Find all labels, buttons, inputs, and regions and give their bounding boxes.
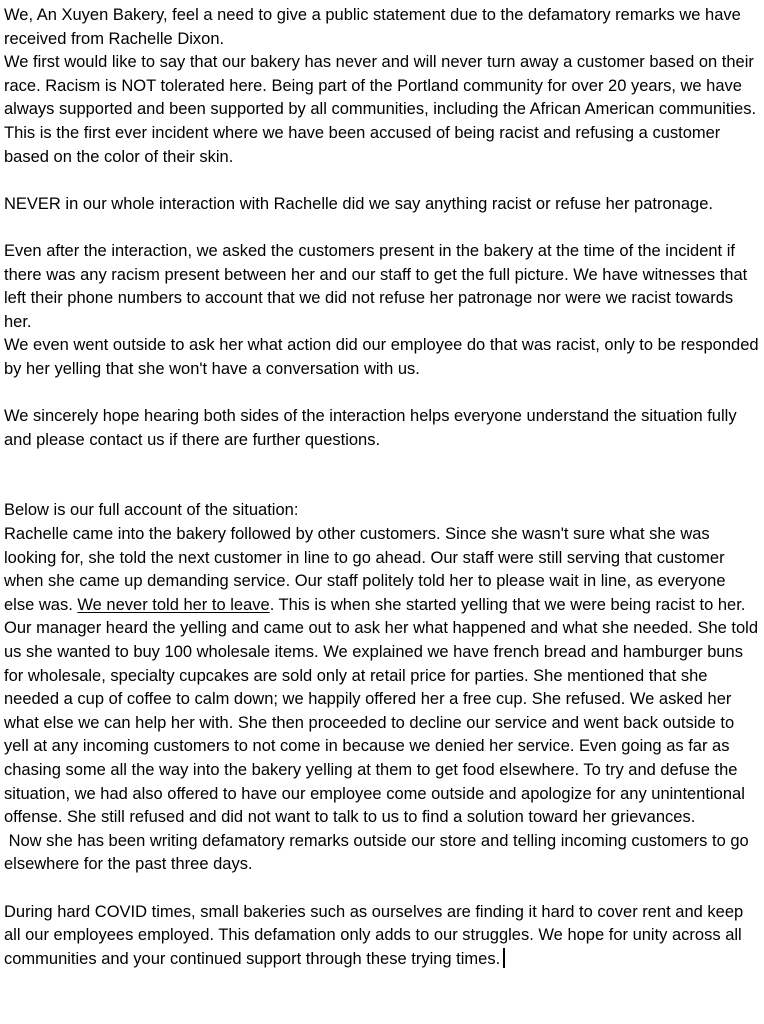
statement-race-policy: We first would like to say that our bakery has never and will never turn away a customer based on their race. Racism is NOT tolerated here. Being part of the Portland community for over 20 years, we have always supported and been supported by all communities, including the African American communities. This is the first ever incident where we have been accused of being racist and refusing a customer based on the color of their skin. [4, 53, 761, 166]
closing-text: During hard COVID times, small bakeries such as ourselves are finding it hard to cover rent and keep all our employees employed. This defamation only adds to our struggles. We hope for unity across all communities and your continued support through these trying times. [4, 902, 748, 968]
statement-never: NEVER in our whole interaction with Rachelle did we say anything racist or refuse her patronage. [4, 194, 713, 213]
statement-outside: We even went outside to ask her what action did our employee do that was racist, only to be responded by her yelling that she won't have a conversation with us. [4, 336, 764, 378]
blank-lines [4, 452, 760, 499]
blank-line [4, 382, 760, 406]
text-cursor [503, 948, 505, 968]
statement-hope: We sincerely hope hearing both sides of the interaction helps everyone understand the situation fully and please contact us if there are further questions. [4, 407, 742, 449]
account-text-part1: Rachelle came into the bakery followed by other customers. Since she wasn't sure what she was looking for, she told the next customer in line to go ahead. Our staff were still serving that customer when she came up demanding service. Our staff politely told her to please wait in line, as everyone else was. [4, 525, 731, 614]
statement-intro: We, An Xuyen Bakery, feel a need to give a public statement due to the defamatory remarks we have received from Rachelle Dixon. [4, 6, 746, 48]
statement-witnesses: Even after the interaction, we asked the customers present in the bakery at the time of the incident if there was any racism present between her and our staff to get the full picture. We have witnesses that left their phone numbers to account that we did not refuse her patronage nor were we racist towards her. [4, 241, 752, 331]
account-underlined-text: We never told her to leave [77, 595, 270, 614]
closing-paragraph [4, 901, 760, 972]
document-body [4, 4, 764, 971]
blank-line [4, 216, 760, 240]
blank-line [4, 169, 760, 193]
blank-line [4, 877, 760, 901]
account-intro: Below is our full account of the situation: [4, 501, 299, 520]
account-followup: Now she has been writing defamatory remarks outside our store and telling incoming customers to go elsewhere for the past three days. [4, 831, 754, 874]
account-body [4, 523, 763, 830]
account-text-part2: . This is when she started yelling that we were being racist to her. Our manager heard the yelling and came out to ask her what happened and what she needed. She told us she wanted to buy 100 wholesale items. We explained we have french bread and hamburger buns for wholesale, specialty cupcakes are sold only at retail price for parties. She mentioned that she needed a cup of coffee to calm down; we happily offered her a free cup. She refused. We asked her what else we can help her with. She then proceeded to decline our service and went back outside to yell at any incoming customers to not come in because we denied her service. Even going as far as chasing some all the way into the bakery yelling at them to get food elsewhere. To try and defuse the situation, we had also offered to have our employee come outside and apologize for any unintentional offense. She still refused and did not want to talk to us to find a solution toward her grievances. [4, 595, 763, 827]
